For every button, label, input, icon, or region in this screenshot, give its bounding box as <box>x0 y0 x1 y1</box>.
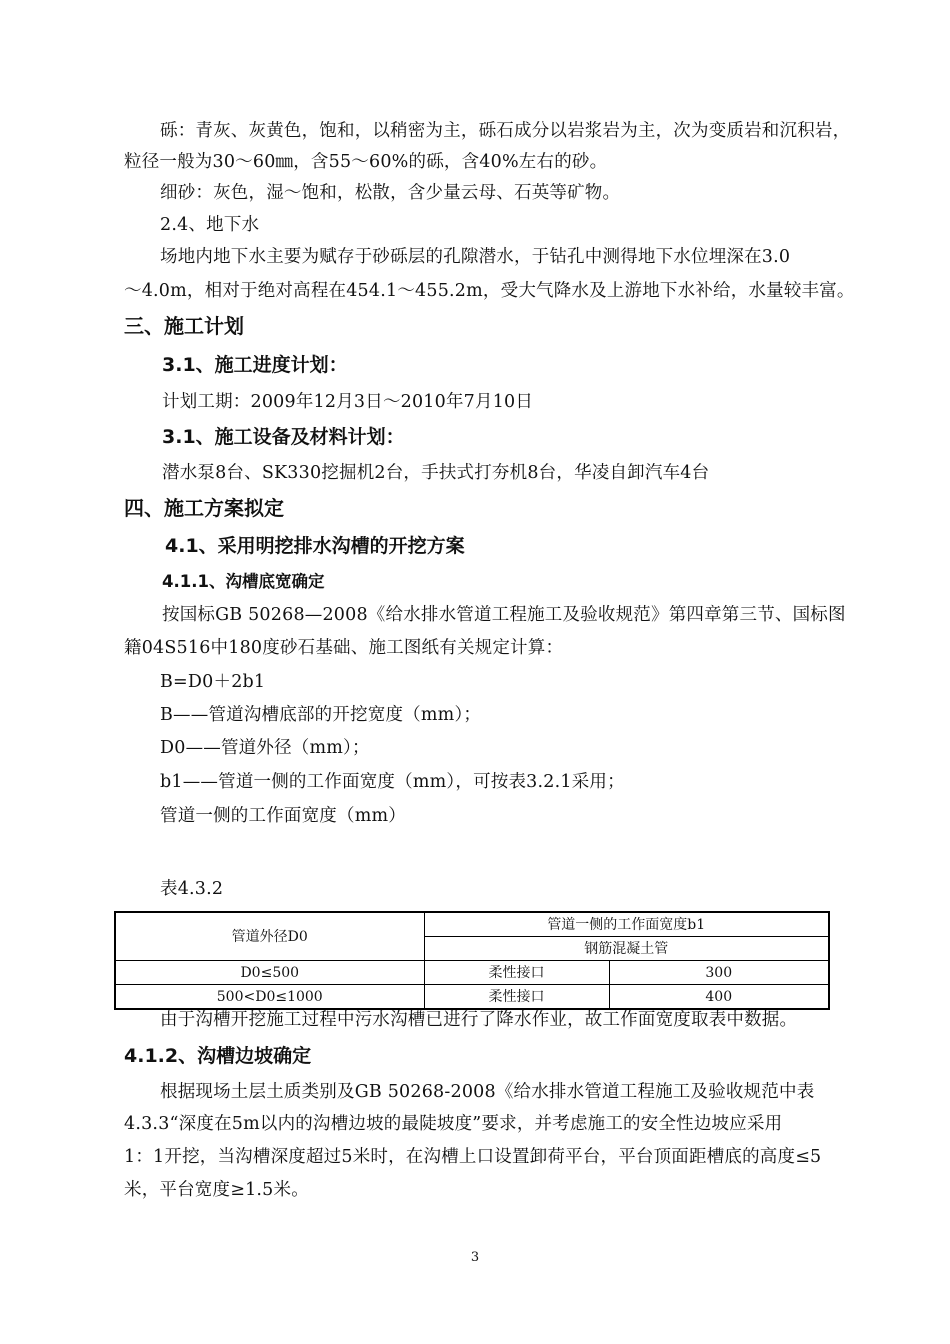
heading-schedule-plan: 3.1、施工进度计划： <box>162 354 348 376</box>
paragraph-slope-line-3: 1：1开挖，当沟槽深度超过5米时，在沟槽上口设置卸荷平台，平台顶面距槽底的高度≤5 <box>124 1147 822 1167</box>
heading-construction-plan: 三、施工计划 <box>124 314 244 338</box>
work-width-table <box>114 911 830 1010</box>
page-number: 3 <box>470 1250 480 1265</box>
cell-work-width: 400 <box>609 985 829 1010</box>
paragraph-standard-line-2: 籍04S516中180度砂石基础、施工图纸有关规定计算： <box>124 638 564 658</box>
paragraph-slope-line-1: 根据现场土层土质类别及GB 50268-2008《给水排水管道工程施工及验收规范中表 <box>160 1082 815 1102</box>
paragraph-slope-line-4: 米，平台宽度≥1.5米。 <box>124 1180 309 1200</box>
heading-equipment-plan: 3.1、施工设备及材料计划： <box>162 426 405 448</box>
paragraph-after-table: 由于沟槽开挖施工过程中污水沟槽已进行了降水作业，故工作面宽度取表中数据。 <box>160 1010 798 1030</box>
table-label: 表4.3.2 <box>160 879 224 899</box>
table-caption: 管道一侧的工作面宽度（mm） <box>160 806 406 826</box>
cell-outer-diameter: D0≤500 <box>115 961 424 985</box>
table-row <box>115 985 829 1010</box>
paragraph-fine-sand: 细砂：灰色，湿～饱和，松散，含少量云母、石英等矿物。 <box>160 183 621 203</box>
paragraph-slope-line-2: 4.3.3“深度在5m以内的沟槽边坡的最陡坡度”要求，并考虑施工的安全性边坡应采用 <box>124 1114 783 1134</box>
paragraph-standard-line-1: 按国标GB 50268—2008《给水排水管道工程施工及验收规范》第四章第三节、国标图 <box>162 605 846 625</box>
paragraph-groundwater-line-1: 场地内地下水主要为赋存于砂砾层的孔隙潜水，于钻孔中测得地下水位埋深在3.0 <box>160 247 791 267</box>
definition-b: B——管道沟槽底部的开挖宽度（mm）； <box>160 705 482 725</box>
header-outer-diameter: 管道外径D0 <box>115 912 424 961</box>
cell-joint-type: 柔性接口 <box>424 961 609 985</box>
paragraph-gravel-line-1: 砾：青灰、灰黄色，饱和，以稍密为主，砾石成分以岩浆岩为主，次为变质岩和沉积岩， <box>160 121 851 141</box>
formula-trench-width: B=D0＋2b1 <box>160 672 266 692</box>
definition-d0: D0——管道外径（mm）； <box>160 738 370 758</box>
cell-joint-type: 柔性接口 <box>424 985 609 1010</box>
paragraph-groundwater-line-2: ～4.0m，相对于绝对高程在454.1～455.2m，受大气降水及上游地下水补给，水量较丰富。 <box>124 281 855 301</box>
paragraph-schedule: 计划工期：2009年12月3日～2010年7月10日 <box>162 392 534 412</box>
paragraph-equipment: 潜水泵8台、SK330挖掘机2台，手扶式打夯机8台，华凌自卸汽车4台 <box>162 463 710 483</box>
definition-b1: b1——管道一侧的工作面宽度（mm），可按表3.2.1采用； <box>160 772 625 792</box>
cell-work-width: 300 <box>609 961 829 985</box>
heading-trench-slope: 4.1.2、沟槽边坡确定 <box>124 1045 312 1067</box>
table-row <box>115 961 829 985</box>
header-work-width: 管道一侧的工作面宽度b1 <box>424 912 829 937</box>
cell-outer-diameter: 500<D0≤1000 <box>115 985 424 1010</box>
header-pipe-type: 钢筋混凝土管 <box>424 937 829 961</box>
paragraph-gravel-line-2: 粒径一般为30～60㎜，含55～60%的砾，含40%左右的砂。 <box>124 152 608 172</box>
heading-excavation-scheme: 4.1、采用明挖排水沟槽的开挖方案 <box>165 535 465 557</box>
heading-scheme: 四、施工方案拟定 <box>124 496 284 520</box>
heading-trench-width: 4.1.1、沟槽底宽确定 <box>162 572 325 591</box>
heading-groundwater: 2.4、地下水 <box>160 215 260 235</box>
